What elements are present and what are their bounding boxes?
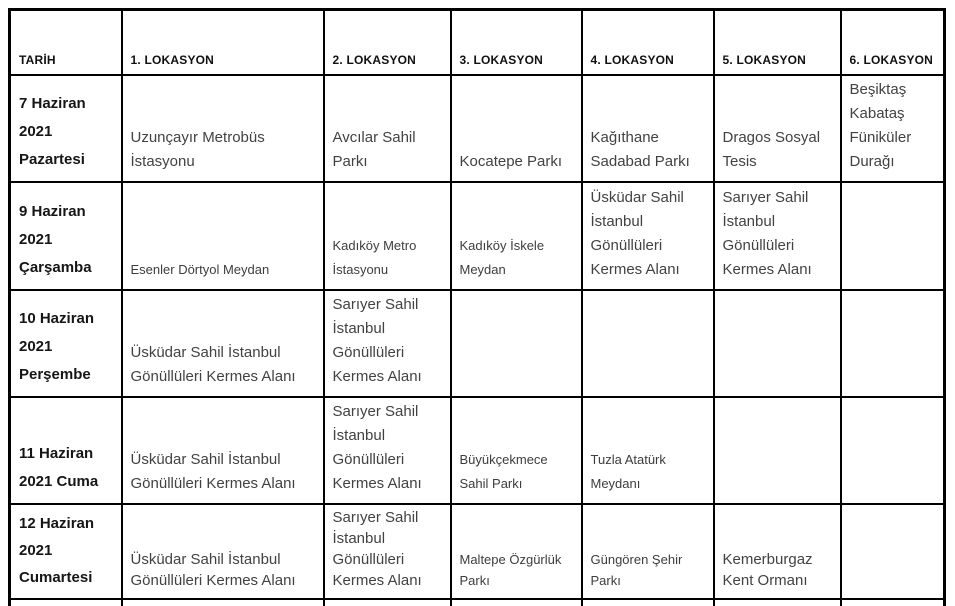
location-cell: Üsküdar Sahil İstanbul Gönüllüleri Kermes Alanı bbox=[122, 504, 324, 599]
location-cell: Sarıyer Sahil İstanbul Gönüllüleri Kermes Alanı bbox=[714, 182, 841, 290]
header-lokasyon-1: 1. LOKASYON bbox=[122, 10, 324, 75]
location-cell bbox=[582, 290, 714, 397]
table-row bbox=[10, 397, 945, 504]
location-cell: Kadıköy Metro İstasyonu bbox=[324, 182, 451, 290]
empty-cell bbox=[122, 599, 324, 606]
table-row bbox=[10, 290, 945, 397]
empty-cell bbox=[582, 599, 714, 606]
table-row bbox=[10, 504, 945, 599]
location-cell bbox=[841, 290, 945, 397]
date-cell: 11 Haziran 2021 Cuma bbox=[10, 397, 122, 504]
empty-cell bbox=[714, 599, 841, 606]
location-cell: Dragos Sosyal Tesis bbox=[714, 75, 841, 182]
location-cell bbox=[841, 182, 945, 290]
location-cell: Kocatepe Parkı bbox=[451, 75, 582, 182]
schedule-table bbox=[8, 8, 946, 606]
location-cell: Sarıyer Sahil İstanbul Gönüllüleri Kermes Alanı bbox=[324, 290, 451, 397]
location-cell: Uzunçayır Metrobüs İstasyonu bbox=[122, 75, 324, 182]
location-cell bbox=[714, 397, 841, 504]
empty-cell bbox=[10, 599, 122, 606]
location-cell: Kemerburgaz Kent Ormanı bbox=[714, 504, 841, 599]
location-cell: Kadıköy İskele Meydan bbox=[451, 182, 582, 290]
location-cell bbox=[714, 290, 841, 397]
header-lokasyon-4: 4. LOKASYON bbox=[582, 10, 714, 75]
empty-cell bbox=[841, 599, 945, 606]
date-cell: 10 Haziran 2021 Perşembe bbox=[10, 290, 122, 397]
location-cell: Beşiktaş Kabataş Füniküler Durağı bbox=[841, 75, 945, 182]
location-cell bbox=[841, 397, 945, 504]
table-row bbox=[10, 182, 945, 290]
empty-cell bbox=[451, 599, 582, 606]
empty-cell bbox=[324, 599, 451, 606]
header-tarih: TARİH bbox=[10, 10, 122, 75]
clipped-row bbox=[10, 599, 945, 606]
location-cell: Üsküdar Sahil İstanbul Gönüllüleri Kermes Alanı bbox=[122, 397, 324, 504]
date-cell: 9 Haziran 2021 Çarşamba bbox=[10, 182, 122, 290]
location-cell: Sarıyer Sahil İstanbul Gönüllüleri Kermes Alanı bbox=[324, 504, 451, 599]
table-row bbox=[10, 75, 945, 182]
location-cell: Üsküdar Sahil İstanbul Gönüllüleri Kermes Alanı bbox=[122, 290, 324, 397]
location-cell: Üsküdar Sahil İstanbul Gönüllüleri Kermes Alanı bbox=[582, 182, 714, 290]
location-cell: Kağıthane Sadabad Parkı bbox=[582, 75, 714, 182]
header-lokasyon-6: 6. LOKASYON bbox=[841, 10, 945, 75]
location-cell: Tuzla Atatürk Meydanı bbox=[582, 397, 714, 504]
header-row bbox=[10, 10, 945, 75]
header-lokasyon-2: 2. LOKASYON bbox=[324, 10, 451, 75]
location-cell bbox=[841, 504, 945, 599]
location-cell: Avcılar Sahil Parkı bbox=[324, 75, 451, 182]
date-cell: 7 Haziran 2021 Pazartesi bbox=[10, 75, 122, 182]
header-lokasyon-3: 3. LOKASYON bbox=[451, 10, 582, 75]
location-cell bbox=[451, 290, 582, 397]
location-cell: Maltepe Özgürlük Parkı bbox=[451, 504, 582, 599]
location-cell: Güngören Şehir Parkı bbox=[582, 504, 714, 599]
location-cell: Sarıyer Sahil İstanbul Gönüllüleri Kermes Alanı bbox=[324, 397, 451, 504]
location-cell: Esenler Dörtyol Meydan bbox=[122, 182, 324, 290]
location-cell: Büyükçekmece Sahil Parkı bbox=[451, 397, 582, 504]
date-cell: 12 Haziran 2021 Cumartesi bbox=[10, 504, 122, 599]
header-lokasyon-5: 5. LOKASYON bbox=[714, 10, 841, 75]
